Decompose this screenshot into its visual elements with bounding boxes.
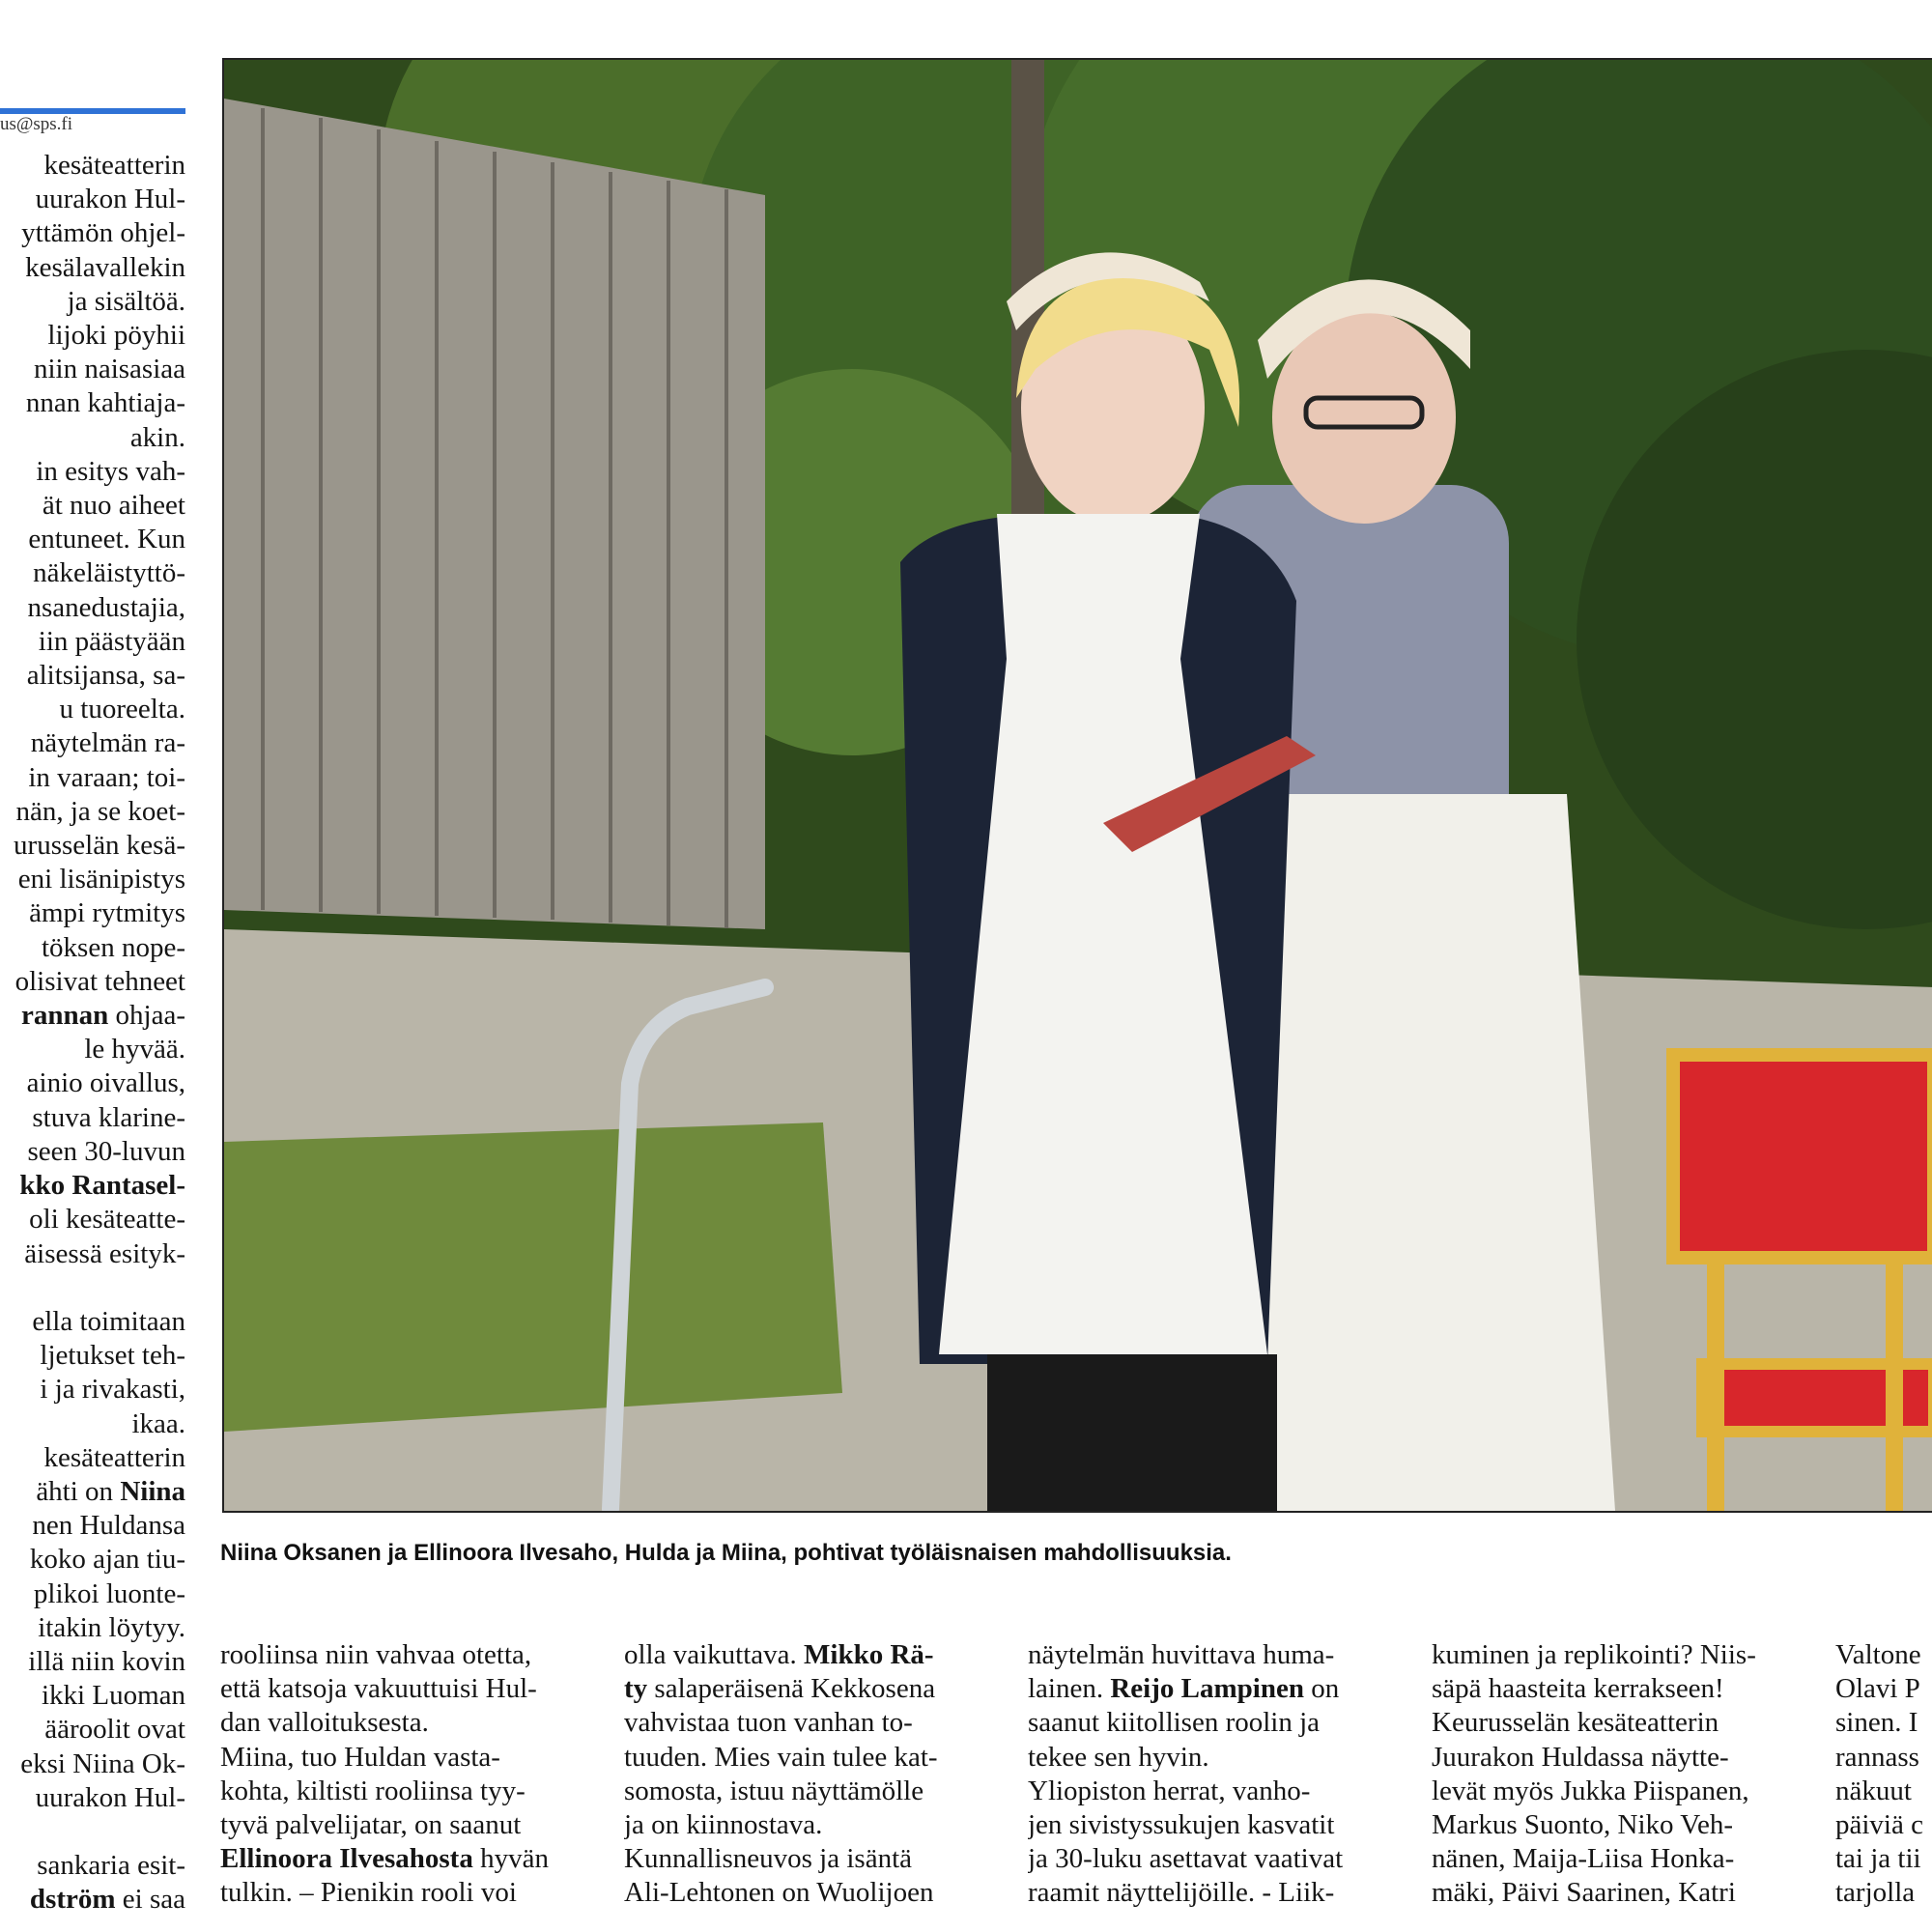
text-run: tarjolla: [1835, 1877, 1916, 1909]
text-line: [0, 1305, 185, 1339]
text-line: [0, 1611, 185, 1645]
text-line: [1028, 1638, 1397, 1672]
text-run: ja 30-luku asettavat vaativat: [1028, 1843, 1344, 1875]
text-line: [1432, 1741, 1801, 1775]
text-line: [624, 1876, 993, 1910]
text-line: [0, 1203, 185, 1236]
text-line: [0, 489, 185, 523]
text-run: päiviä c: [1835, 1809, 1923, 1841]
text-line: [0, 965, 185, 999]
text-line: [1028, 1876, 1397, 1910]
text-line: [624, 1741, 993, 1775]
bold-name: kko Rantasel-: [19, 1170, 185, 1202]
text-line: [0, 1815, 185, 1849]
text-line: [1432, 1876, 1801, 1910]
bold-name: Niina: [120, 1475, 185, 1507]
text-run: Ali-Lehtonen on Wuolijoen: [624, 1877, 934, 1909]
text-line: [1432, 1672, 1801, 1706]
text-line: [0, 1883, 185, 1917]
text-line: [1835, 1775, 1932, 1808]
text-line: [0, 1033, 185, 1066]
text-run: kesäteatterin: [43, 150, 185, 181]
text-run: levät myös Jukka Piispanen,: [1432, 1775, 1749, 1806]
text-run: säpä haasteita kerrakseen!: [1432, 1673, 1724, 1705]
text-run: koko ajan tiu-: [29, 1544, 185, 1576]
text-line: [0, 386, 185, 420]
text-line: [0, 285, 185, 319]
text-line: [0, 1271, 185, 1305]
text-run: ät nuo aiheet: [42, 490, 185, 522]
text-run: Keurusselän kesäteatterin: [1432, 1707, 1719, 1739]
text-run: tuuden. Mies vain tulee kat-: [624, 1741, 938, 1773]
text-run: iin päästyään: [38, 625, 185, 657]
text-run: tulkin. – Pienikin rooli voi: [220, 1877, 517, 1909]
text-line: [1028, 1706, 1397, 1740]
text-run: ja sisältöä.: [67, 285, 185, 317]
text-line: [624, 1706, 993, 1740]
text-run: uurakon Hul-: [35, 1781, 185, 1813]
text-run: kesälavallekin: [25, 251, 185, 283]
text-line: [1028, 1842, 1397, 1876]
text-line: [220, 1842, 589, 1876]
bold-name: Mikko Rä-: [804, 1639, 934, 1670]
text-run: äisessä esityk-: [24, 1237, 185, 1269]
text-line: [1432, 1842, 1801, 1876]
text-run: somosta, istuu näyttämölle: [624, 1775, 924, 1806]
text-line: [0, 353, 185, 386]
text-line: [0, 1373, 185, 1406]
text-run: rannass: [1835, 1741, 1919, 1773]
text-run: oli kesäteatte-: [29, 1204, 185, 1236]
text-run: ikki Luoman: [41, 1680, 185, 1712]
text-line: [0, 1169, 185, 1203]
text-line: [0, 863, 185, 896]
text-run: nän, ja se koet-: [15, 795, 185, 827]
text-run: sankaria esit-: [37, 1850, 185, 1882]
text-line: [0, 1101, 185, 1135]
article-column-3: [1028, 1638, 1397, 1911]
text-line: [0, 1475, 185, 1509]
text-line: [220, 1672, 589, 1706]
text-line: [1835, 1808, 1932, 1842]
text-line: [0, 1645, 185, 1679]
text-run: urusselän kesä-: [14, 830, 185, 862]
text-line: [0, 795, 185, 829]
text-run: alitsijansa, sa-: [26, 660, 185, 692]
text-line: [0, 896, 185, 930]
text-line: [0, 251, 185, 285]
text-line: [0, 523, 185, 556]
text-run: seen 30-luvun: [27, 1135, 185, 1167]
text-line: [1432, 1775, 1801, 1808]
text-run: olisivat tehneet: [14, 965, 185, 997]
text-run: niin naisasiaa: [33, 354, 185, 385]
bold-name: rannan: [21, 1000, 109, 1032]
text-line: [0, 1747, 185, 1781]
text-run: nnan kahtiaja-: [25, 387, 185, 419]
article-column-2: [624, 1638, 993, 1911]
text-line: [220, 1775, 589, 1808]
text-run: tekee sen hyvin.: [1028, 1741, 1209, 1773]
text-line: [0, 319, 185, 353]
text-run: näkuut: [1835, 1775, 1912, 1806]
text-run: u tuoreelta.: [59, 694, 185, 725]
text-line: [0, 625, 185, 659]
photo-caption: Niina Oksanen ja Ellinoora Ilvesaho, Hulda ja Miina, pohtivat työläisnaisen mahdollisuuksia.: [220, 1540, 1232, 1566]
article-column-1: [220, 1638, 589, 1911]
text-line: [1432, 1706, 1801, 1740]
text-run: vahvistaa tuon vanhan to-: [624, 1707, 913, 1739]
article-column-5: [1835, 1638, 1932, 1911]
text-line: [0, 1066, 185, 1100]
text-run: nänen, Maija-Liisa Honka-: [1432, 1843, 1735, 1875]
text-line: [220, 1741, 589, 1775]
text-run: in varaan; toi-: [28, 761, 185, 793]
photo-illustration: [224, 60, 1932, 1511]
text-run: ei saa: [115, 1884, 185, 1916]
text-run: jen sivistyssukujen kasvatit: [1028, 1809, 1335, 1841]
text-line: [0, 659, 185, 693]
text-line: [1835, 1638, 1932, 1672]
text-line: [220, 1876, 589, 1910]
text-line: [0, 999, 185, 1033]
text-run: rooliinsa niin vahvaa otetta,: [220, 1639, 532, 1670]
text-run: lainen.: [1028, 1673, 1111, 1705]
text-run: Miina, tuo Huldan vasta-: [220, 1741, 500, 1773]
text-run: ikaa.: [131, 1407, 185, 1439]
text-line: [0, 726, 185, 760]
text-line: [0, 1679, 185, 1713]
text-line: [1432, 1638, 1801, 1672]
text-line: [0, 829, 185, 863]
text-run: le hyvää.: [84, 1034, 185, 1065]
text-line: [0, 1781, 185, 1815]
text-line: [0, 931, 185, 965]
text-run: eni lisänipistys: [17, 864, 185, 895]
article-column-4: [1432, 1638, 1801, 1911]
text-run: itakin löytyy.: [38, 1611, 185, 1643]
text-run: töksen nope-: [42, 931, 185, 963]
text-line: [1432, 1808, 1801, 1842]
text-line: [220, 1706, 589, 1740]
text-run: yttämön ohjel-: [21, 217, 185, 249]
text-run: ja on kiinnostava.: [624, 1809, 823, 1841]
bold-name: Ellinoora Ilvesahosta: [220, 1843, 473, 1875]
text-run: sinen. I: [1835, 1707, 1918, 1739]
text-run: kuminen ja replikointi? Niis-: [1432, 1639, 1756, 1670]
text-line: [0, 455, 185, 489]
text-run: plikoi luonte-: [33, 1577, 185, 1609]
text-run: näytelmän ra-: [30, 727, 185, 759]
text-run: hyvän: [472, 1843, 549, 1875]
text-line: [0, 1339, 185, 1373]
text-run: Kunnallisneuvos ja isäntä: [624, 1843, 913, 1875]
text-run: saanut kiitollisen roolin ja: [1028, 1707, 1321, 1739]
text-run: tai ja tii: [1835, 1843, 1921, 1875]
text-run: salaperäisenä Kekkosena: [647, 1673, 936, 1705]
text-run: nen Huldansa: [32, 1510, 185, 1542]
text-run: Juurakon Huldassa näytte-: [1432, 1741, 1729, 1773]
text-line: [1835, 1842, 1932, 1876]
text-run: että katsoja vakuuttuisi Hul-: [220, 1673, 537, 1705]
text-run: dan valloituksesta.: [220, 1707, 429, 1739]
text-run: ämpi rytmitys: [29, 897, 185, 929]
text-line: [0, 183, 185, 216]
text-line: [1835, 1672, 1932, 1706]
text-run: ääroolit ovat: [44, 1714, 185, 1746]
text-line: [0, 591, 185, 625]
text-run: olla vaikuttava.: [624, 1639, 805, 1670]
text-run: Valtone: [1835, 1639, 1921, 1670]
text-run: näytelmän huvittava huma-: [1028, 1639, 1335, 1670]
text-line: [0, 216, 185, 250]
text-run: i ja rivakasti,: [40, 1374, 185, 1406]
text-run: Yliopiston herrat, vanho-: [1028, 1775, 1311, 1806]
text-run: entuneet. Kun: [28, 524, 185, 555]
text-run: mäki, Päivi Saarinen, Katri: [1432, 1877, 1736, 1909]
text-line: [1028, 1808, 1397, 1842]
text-line: [0, 761, 185, 795]
text-line: [220, 1808, 589, 1842]
text-line: [0, 1135, 185, 1169]
text-line: [0, 1849, 185, 1883]
text-run: ainio oivallus,: [26, 1067, 185, 1099]
text-line: [624, 1775, 993, 1808]
article-photo: [222, 58, 1932, 1513]
bold-name: ty: [624, 1673, 648, 1705]
text-run: lijoki pöyhii: [47, 320, 185, 352]
text-run: stuva klarine-: [32, 1101, 185, 1133]
text-run: on: [1303, 1673, 1340, 1705]
text-run: kesäteatterin: [43, 1441, 185, 1473]
text-run: ljetukset teh-: [40, 1340, 185, 1372]
text-line: [1835, 1706, 1932, 1740]
grass-patch: [224, 1122, 842, 1432]
article-column-left: [0, 149, 185, 1918]
text-line: [0, 693, 185, 726]
text-run: tyvä palvelijatar, on saanut: [220, 1809, 522, 1841]
text-run: ella toimitaan: [32, 1305, 185, 1337]
text-run: nsanedustajia,: [27, 591, 185, 623]
text-line: [0, 1441, 185, 1475]
text-run: in esitys vah-: [36, 455, 185, 487]
text-line: [0, 1713, 185, 1747]
text-run: eksi Niina Ok-: [20, 1747, 185, 1779]
bold-name: dström: [29, 1884, 116, 1916]
text-run: illä niin kovin: [28, 1645, 185, 1677]
text-run: Markus Suonto, Niko Veh-: [1432, 1809, 1734, 1841]
text-line: [1835, 1741, 1932, 1775]
text-run: Olavi P: [1835, 1673, 1920, 1705]
text-line: [0, 1509, 185, 1543]
text-line: [0, 1577, 185, 1611]
text-run: näkeläistyttö-: [33, 557, 185, 589]
text-line: [1028, 1775, 1397, 1808]
text-line: [220, 1638, 589, 1672]
text-run: akin.: [129, 421, 185, 453]
text-line: [624, 1672, 993, 1706]
text-run: raamit näyttelijöille. - Liik-: [1028, 1877, 1335, 1909]
text-run: ohjaa-: [108, 1000, 185, 1032]
text-line: [624, 1842, 993, 1876]
text-line: [1835, 1876, 1932, 1910]
text-line: [0, 1543, 185, 1577]
text-line: [624, 1638, 993, 1672]
text-line: [624, 1808, 993, 1842]
wooden-fence: [224, 99, 765, 929]
text-line: [1028, 1672, 1397, 1706]
text-line: [0, 421, 185, 455]
text-line: [1028, 1741, 1397, 1775]
text-run: ähti on: [36, 1475, 121, 1507]
author-email: us@sps.fi: [0, 114, 73, 134]
text-line: [0, 1407, 185, 1441]
text-line: [0, 556, 185, 590]
text-run: kohta, kiltisti rooliinsa tyy-: [220, 1775, 526, 1806]
bold-name: Reijo Lampinen: [1110, 1673, 1304, 1705]
text-run: uurakon Hul-: [35, 184, 185, 215]
text-line: [0, 1237, 185, 1271]
text-line: [0, 149, 185, 183]
